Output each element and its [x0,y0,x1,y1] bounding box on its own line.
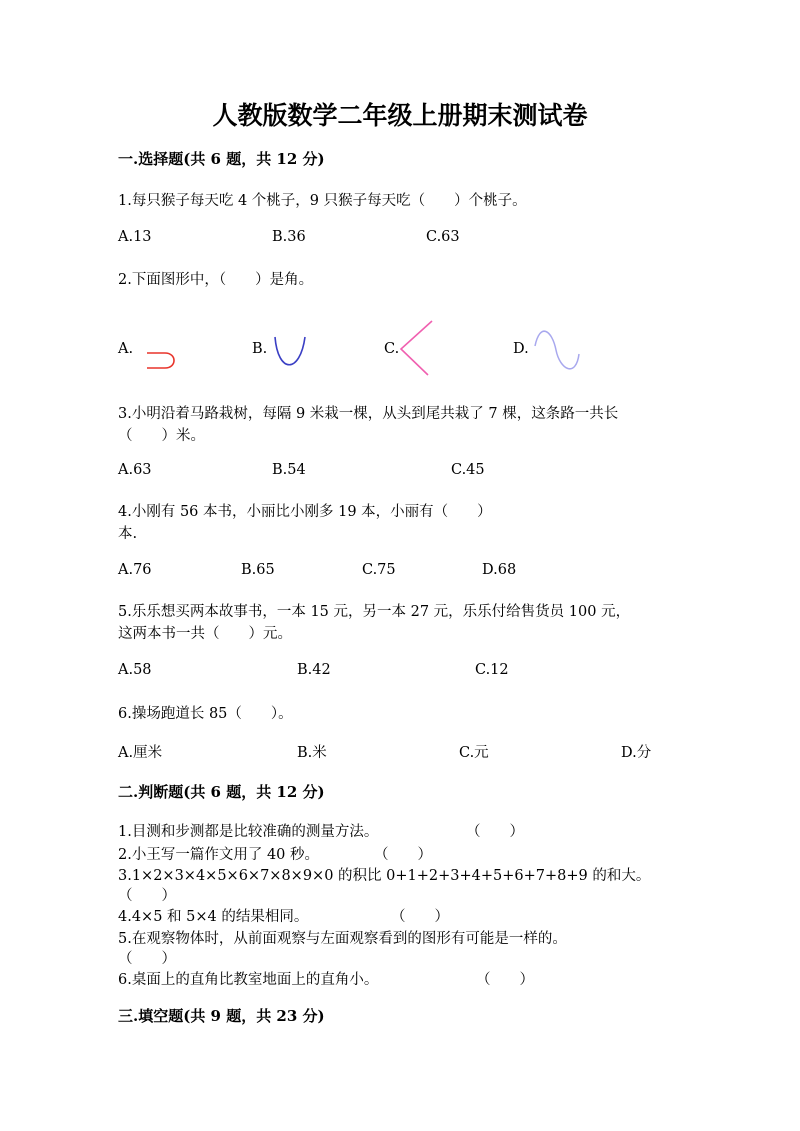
judge-6-text: 6.桌面上的直角比教室地面上的直角小。 [118,972,379,988]
question-2: 2.下面图形中，（ ）是角。 [118,272,314,288]
q2-option-a: A. [118,341,134,357]
q6-option-b: B.米 [297,745,327,761]
q1-option-b: B.36 [272,229,306,245]
q1-option-a: A.13 [118,229,152,245]
figure-a-curve [143,349,183,373]
judge-3-text: 3.1×2×3×4×5×6×7×8×9×0 的积比 0+1+2+3+4+5+6+7+8+9 的和大。 [118,868,651,884]
figure-c-angle [396,318,436,378]
page-title: 人教版数学二年级上册期末测试卷 [212,101,588,130]
q5-option-c: C.12 [475,662,509,678]
judge-1-blank: （ ） [466,824,524,840]
question-6: 6.操场跑道长 85（ ）。 [118,706,293,722]
figure-b-parabola [270,334,310,374]
question-1: 1.每只猴子每天吃 4 个桃子，9 只猴子每天吃（ ）个桃子。 [118,193,527,209]
q6-option-d: D.分 [621,745,652,761]
question-4-line-1: 4.小刚有 56 本书，小丽比小刚多 19 本，小丽有（ ） [118,504,492,520]
question-5-line-1: 5.乐乐想买两本故事书，一本 15 元，另一本 27 元，乐乐付给售货员 100 元， [118,604,631,620]
judge-1-text: 1.目测和步测都是比较准确的测量方法。 [118,824,379,840]
section-heading-fill: 三.填空题(共 9 题，共 23 分) [118,1007,325,1025]
q3-option-c: C.45 [451,462,485,478]
judge-4-blank: （ ） [391,909,449,925]
q2-option-d: D. [513,341,529,357]
q3-option-b: B.54 [272,462,306,478]
q4-option-c: C.75 [362,562,396,578]
judge-6-blank: （ ） [476,972,534,988]
judge-3-blank: （ ） [118,888,176,904]
question-3-line-1: 3.小明沿着马路栽树，每隔 9 米栽一棵，从头到尾共栽了 7 棵，这条路一共长 [118,406,619,422]
q5-option-a: A.58 [118,662,152,678]
question-4-line-2: 本. [118,526,138,542]
section-heading-judge: 二.判断题(共 6 题，共 12 分) [118,783,325,801]
q2-option-c: C. [384,341,400,357]
q6-option-c: C.元 [459,745,489,761]
q3-option-a: A.63 [118,462,152,478]
q1-option-c: C.63 [426,229,460,245]
figure-d-wave [532,326,584,376]
question-5-line-2: 这两本书一共（ ）元。 [118,626,292,642]
q4-option-b: B.65 [241,562,275,578]
question-3-line-2: （ ）米。 [118,428,205,444]
judge-5-blank: （ ） [118,951,176,967]
q5-option-b: B.42 [297,662,331,678]
judge-2-blank: （ ） [374,847,432,863]
q4-option-d: D.68 [482,562,517,578]
judge-4-text: 4.4×5 和 5×4 的结果相同。 [118,909,309,925]
q4-option-a: A.76 [118,562,152,578]
judge-2-text: 2.小王写一篇作文用了 40 秒。 [118,847,320,863]
section-heading-choice: 一.选择题(共 6 题，共 12 分) [118,150,325,168]
judge-5-text: 5.在观察物体时，从前面观察与左面观察看到的图形有可能是一样的。 [118,931,567,947]
q2-option-b: B. [252,341,268,357]
q6-option-a: A.厘米 [118,745,163,761]
